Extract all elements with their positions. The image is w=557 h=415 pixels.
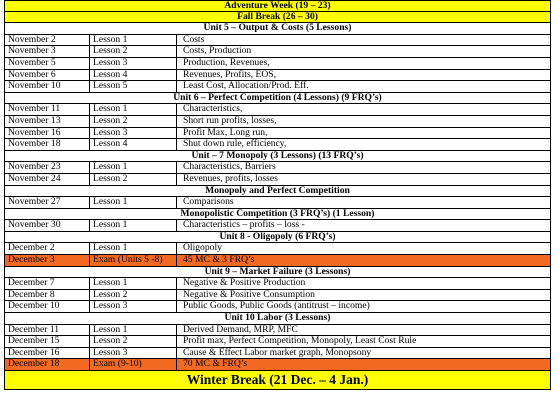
exam-row bbox=[4, 359, 551, 371]
lesson-row bbox=[4, 116, 551, 128]
topic-cell: Negative & Positive Production bbox=[183, 278, 306, 289]
lesson-row bbox=[4, 104, 551, 116]
lesson-cell: Lesson 4 bbox=[93, 139, 128, 150]
topic-cell: Public Goods, Public Goods (antitrust – income) bbox=[183, 301, 370, 312]
unit-header-row bbox=[4, 232, 551, 244]
column-divider bbox=[89, 243, 90, 254]
column-divider bbox=[176, 116, 177, 127]
lesson-cell: Lesson 5 bbox=[93, 81, 128, 92]
column-divider bbox=[89, 162, 90, 173]
lesson-cell: Lesson 3 bbox=[93, 347, 128, 358]
lesson-row bbox=[4, 278, 551, 290]
topic-cell: Characteristics, bbox=[183, 104, 243, 115]
date-cell: November 6 bbox=[8, 69, 56, 80]
date-cell: December 8 bbox=[8, 289, 55, 300]
course-schedule-table bbox=[4, 0, 551, 390]
lesson-cell: Lesson 4 bbox=[93, 69, 128, 80]
lesson-row bbox=[4, 348, 551, 360]
column-divider bbox=[176, 348, 177, 359]
lesson-cell: Lesson 1 bbox=[93, 220, 128, 231]
section-title: Adventure Week (19 – 23) bbox=[224, 0, 331, 11]
column-divider bbox=[89, 70, 90, 81]
column-divider bbox=[89, 278, 90, 289]
topic-cell: 45 MC & 3 FRQ’s bbox=[183, 255, 255, 266]
column-divider bbox=[176, 243, 177, 254]
date-cell: November 30 bbox=[8, 220, 61, 231]
column-divider bbox=[89, 128, 90, 139]
column-divider bbox=[176, 81, 177, 92]
column-divider bbox=[89, 58, 90, 69]
lesson-row bbox=[4, 336, 551, 348]
column-divider bbox=[176, 104, 177, 115]
lesson-cell: Exam (9-10) bbox=[93, 359, 142, 370]
lesson-cell: Lesson 1 bbox=[93, 34, 128, 45]
column-divider bbox=[89, 255, 90, 266]
column-divider bbox=[89, 174, 90, 185]
section-title: Unit – 7 Monopoly (3 Lessons) (13 FRQ’s) bbox=[191, 150, 364, 161]
section-title: Unit 6 – Perfect Competition (4 Lessons) (9 FRQ’s) bbox=[173, 92, 382, 103]
section-title: Winter Break (21 Dec. – 4 Jan.) bbox=[186, 372, 369, 387]
topic-cell: Characteristics, Barriers bbox=[183, 162, 276, 173]
topic-cell: Revenues, profits, losses bbox=[183, 173, 278, 184]
column-divider bbox=[89, 139, 90, 150]
exam-row bbox=[4, 255, 551, 267]
topic-cell: Oligopoly bbox=[183, 243, 222, 254]
lesson-row bbox=[4, 174, 551, 186]
column-divider bbox=[89, 336, 90, 347]
column-divider bbox=[176, 58, 177, 69]
topic-cell: Profit Max, Long run, bbox=[183, 127, 268, 138]
column-divider bbox=[176, 290, 177, 301]
lesson-cell: Lesson 2 bbox=[93, 115, 128, 126]
section-title: Unit 5 – Output & Costs (5 Lessons) bbox=[203, 23, 352, 34]
lesson-cell: Lesson 2 bbox=[93, 289, 128, 300]
unit-header-row bbox=[4, 23, 551, 35]
date-cell: December 7 bbox=[8, 278, 55, 289]
topic-cell: Negative & Positive Consumption bbox=[183, 289, 315, 300]
column-divider bbox=[89, 220, 90, 231]
date-cell: November 3 bbox=[8, 46, 56, 57]
column-divider bbox=[89, 81, 90, 92]
column-divider bbox=[89, 348, 90, 359]
lesson-cell: Lesson 2 bbox=[93, 336, 128, 347]
column-divider bbox=[176, 336, 177, 347]
lesson-row bbox=[4, 290, 551, 302]
date-cell: November 11 bbox=[8, 104, 61, 115]
lesson-row bbox=[4, 197, 551, 209]
lesson-row bbox=[4, 325, 551, 337]
column-divider bbox=[89, 104, 90, 115]
lesson-cell: Lesson 2 bbox=[93, 46, 128, 57]
column-divider bbox=[89, 116, 90, 127]
date-cell: December 15 bbox=[8, 336, 60, 347]
section-title: Unit 9 – Market Failure (3 Lessons) bbox=[204, 266, 351, 277]
date-cell: November 23 bbox=[8, 162, 61, 173]
winter-break-banner bbox=[4, 371, 551, 390]
column-divider bbox=[176, 70, 177, 81]
column-divider bbox=[176, 46, 177, 57]
date-cell: December 11 bbox=[8, 324, 60, 335]
date-cell: November 10 bbox=[8, 81, 61, 92]
lesson-cell: Lesson 1 bbox=[93, 104, 128, 115]
break-banner bbox=[4, 0, 551, 12]
section-title: Fall Break (26 – 30) bbox=[237, 11, 318, 22]
date-cell: November 24 bbox=[8, 173, 61, 184]
date-cell: November 13 bbox=[8, 115, 61, 126]
date-cell: November 18 bbox=[8, 139, 61, 150]
date-cell: December 2 bbox=[8, 243, 55, 254]
date-cell: November 2 bbox=[8, 34, 56, 45]
unit-header-row bbox=[4, 313, 551, 325]
lesson-row bbox=[4, 139, 551, 151]
topic-cell: Least Cost, Allocation/Prod. Eff. bbox=[183, 81, 309, 92]
column-divider bbox=[176, 359, 177, 370]
lesson-row bbox=[4, 58, 551, 70]
unit-header-row bbox=[4, 151, 551, 163]
lesson-cell: Lesson 3 bbox=[93, 301, 128, 312]
date-cell: December 16 bbox=[8, 347, 60, 358]
topic-cell: Costs, Production bbox=[183, 46, 252, 57]
lesson-row bbox=[4, 35, 551, 47]
column-divider bbox=[176, 174, 177, 185]
topic-cell: Revenues, Profits, EOS, bbox=[183, 69, 277, 80]
break-banner bbox=[4, 12, 551, 24]
column-divider bbox=[89, 325, 90, 336]
lesson-row bbox=[4, 46, 551, 58]
column-divider bbox=[89, 301, 90, 312]
column-divider bbox=[176, 139, 177, 150]
lesson-cell: Lesson 1 bbox=[93, 278, 128, 289]
topic-cell: Comparisons bbox=[183, 197, 234, 208]
lesson-row bbox=[4, 243, 551, 255]
column-divider bbox=[176, 128, 177, 139]
column-divider bbox=[176, 162, 177, 173]
lesson-row bbox=[4, 301, 551, 313]
topic-cell: Derived Demand, MRP, MFC bbox=[183, 324, 298, 335]
section-title: Monopolistic Competition (3 FRQ’s) (1 Lesson) bbox=[180, 208, 375, 219]
lesson-cell: Exam (Units 5 -8) bbox=[93, 255, 163, 266]
column-divider bbox=[176, 325, 177, 336]
lesson-cell: Lesson 1 bbox=[93, 162, 128, 173]
topic-cell: Short run profits, losses, bbox=[183, 115, 277, 126]
date-cell: December 3 bbox=[8, 255, 55, 266]
section-title: Unit 10 Labor (3 Lessons) bbox=[224, 313, 331, 324]
topic-cell: Characteristics – profits – loss - bbox=[183, 220, 305, 231]
topic-cell: 70 MC & FRQ’s bbox=[183, 359, 248, 370]
lesson-row bbox=[4, 81, 551, 93]
topic-cell: Production, Revenues, bbox=[183, 57, 270, 68]
lesson-row bbox=[4, 128, 551, 140]
lesson-cell: Lesson 2 bbox=[93, 173, 128, 184]
lesson-cell: Lesson 1 bbox=[93, 324, 128, 335]
section-title: Monopoly and Perfect Competition bbox=[205, 185, 350, 196]
topic-cell: Shut down rule, efficiency, bbox=[183, 139, 287, 150]
date-cell: November 5 bbox=[8, 57, 56, 68]
date-cell: December 18 bbox=[8, 359, 60, 370]
date-cell: November 16 bbox=[8, 127, 61, 138]
unit-header-row bbox=[4, 209, 551, 221]
topic-cell: Cause & Effect Labor market graph, Monopsony bbox=[183, 347, 372, 358]
column-divider bbox=[89, 197, 90, 208]
topic-cell: Profit max, Perfect Competition, Monopoly, Least Cost Rule bbox=[183, 336, 417, 347]
lesson-cell: Lesson 1 bbox=[93, 197, 128, 208]
section-title: Unit 8 - Oligopoly (6 FRQ’s) bbox=[219, 231, 336, 242]
column-divider bbox=[89, 46, 90, 57]
column-divider bbox=[89, 290, 90, 301]
lesson-row bbox=[4, 70, 551, 82]
column-divider bbox=[89, 35, 90, 46]
column-divider bbox=[176, 197, 177, 208]
unit-header-row bbox=[4, 93, 551, 105]
column-divider bbox=[89, 359, 90, 370]
lesson-cell: Lesson 3 bbox=[93, 57, 128, 68]
column-divider bbox=[176, 35, 177, 46]
column-divider bbox=[176, 278, 177, 289]
column-divider bbox=[176, 301, 177, 312]
column-divider bbox=[176, 255, 177, 266]
lesson-row bbox=[4, 162, 551, 174]
lesson-cell: Lesson 3 bbox=[93, 127, 128, 138]
topic-cell: Costs bbox=[183, 34, 205, 45]
lesson-cell: Lesson 1 bbox=[93, 243, 128, 254]
lesson-row bbox=[4, 220, 551, 232]
column-divider bbox=[176, 220, 177, 231]
date-cell: December 10 bbox=[8, 301, 60, 312]
unit-header-row bbox=[4, 186, 551, 198]
date-cell: November 27 bbox=[8, 197, 61, 208]
unit-header-row bbox=[4, 267, 551, 279]
